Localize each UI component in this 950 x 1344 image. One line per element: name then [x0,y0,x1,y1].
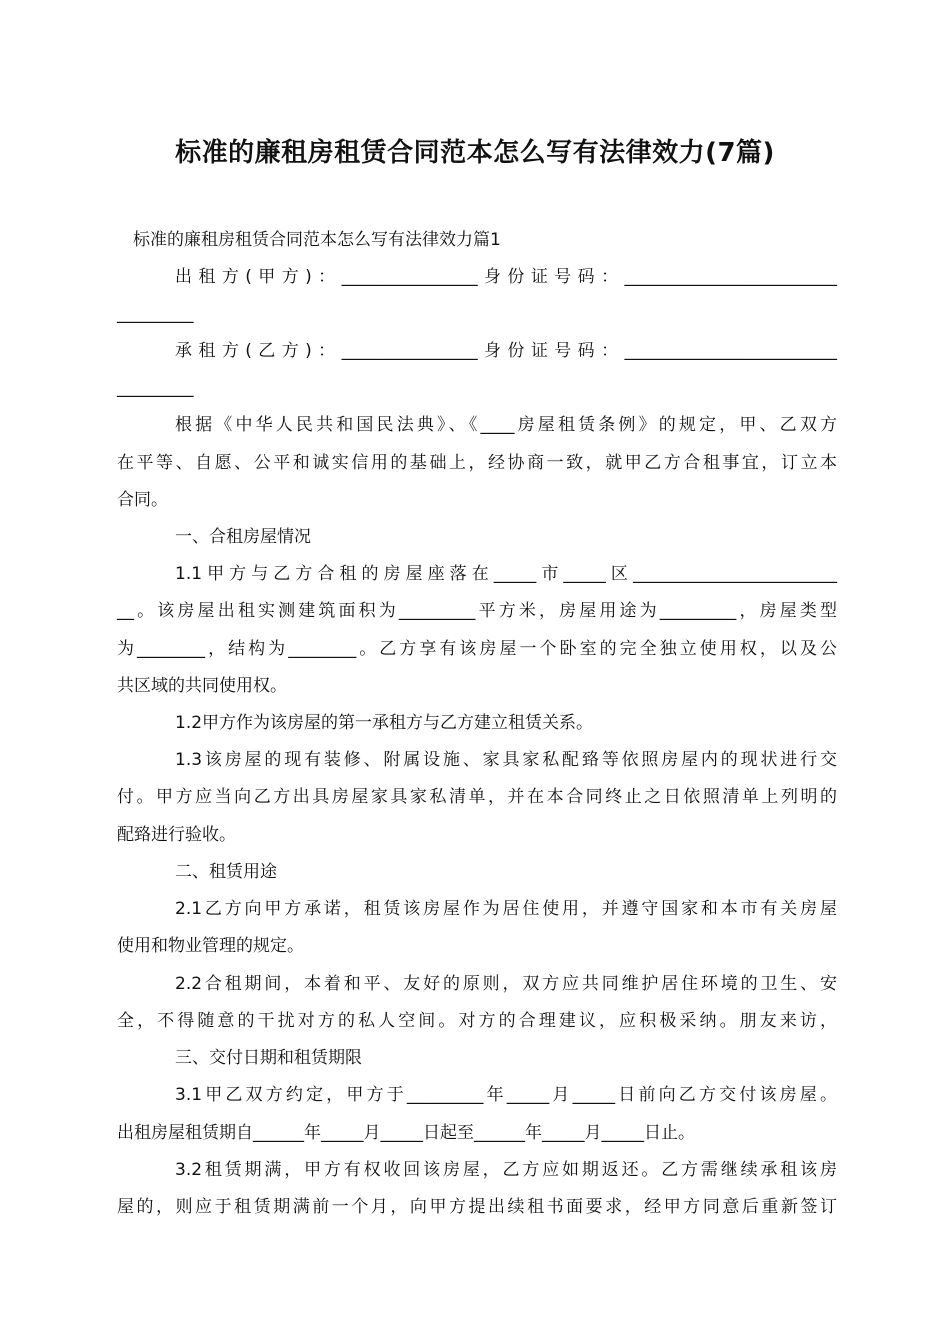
section-subtitle: 标准的廉租房租赁合同范本怎么写有法律效力篇1 [133,230,501,250]
document-title: 标准的廉租房租赁合同范本怎么写有法律效力(7篇) [175,138,775,168]
paragraph-line: 3.1甲乙双方约定，甲方于_________年_____月_____日前向乙方交付该房屋。 [175,1085,837,1105]
paragraph-line: 2.1乙方向甲方承诺，租赁该房屋作为居住使用，并遵守国家和本市有关房屋 [175,899,837,919]
paragraph-line: 为________，结构为________。乙方享有该房屋一个卧室的完全独立使用权，以及公 [117,639,837,659]
paragraph-line: 付。甲方应当向乙方出具房屋家具家私清单，并在本合同终止之日依照清单上列明的 [117,787,837,807]
party-b-line: 承租方(乙方)：________________身份证号码：_________________________ [175,341,837,361]
paragraph-line: __。该房屋出租实测建筑面积为_________平方米，房屋用途为_________，房屋类型 [117,601,837,621]
paragraph-line: 全，不得随意的干扰对方的私人空间。对方的合理建议，应积极采纳。朋友来访， [117,1011,837,1031]
party-a-line-cont: _________ [117,304,194,324]
party-b-line-cont: _________ [117,378,194,398]
paragraph-line: 3.2租赁期满，甲方有权收回该房屋，乙方应如期返还。乙方需继续承租该房 [175,1160,837,1180]
section-heading: 三、交付日期和租赁期限 [175,1048,362,1068]
paragraph-line: 根据《中华人民共和国民法典》、《____房屋租赁条例》的规定，甲、乙双方 [175,415,837,435]
section-heading: 二、租赁用途 [175,862,277,882]
paragraph-line: 1.1甲方与乙方合租的房屋座落在_____市_____区________________________ [175,564,837,584]
paragraph-line: 1.3该房屋的现有装修、附属设施、家具家私配臵等依照房屋内的现状进行交 [175,750,837,770]
paragraph-line: 屋的，则应于租赁期满前一个月，向甲方提出续租书面要求，经甲方同意后重新签订 [117,1197,837,1217]
paragraph-line: 合同。 [117,490,168,510]
paragraph-line: 2.2合租期间，本着和平、友好的原则，双方应共同维护居住环境的卫生、安 [175,974,837,994]
paragraph-line: 出租房屋租赁期自______年_____月_____日起至______年_____月_____日止。 [117,1123,695,1143]
section-heading: 一、合租房屋情况 [175,527,311,547]
paragraph-line: 配臵进行验收。 [117,825,236,845]
paragraph-line: 在平等、自愿、公平和诚实信用的基础上，经协商一致，就甲乙方合租事宜，订立本 [117,453,837,473]
paragraph-line: 使用和物业管理的规定。 [117,936,304,956]
paragraph-line: 共区域的共同使用权。 [117,676,287,696]
party-a-line: 出租方(甲方)：________________身份证号码：_________________________ [175,267,837,287]
paragraph-line: 1.2甲方作为该房屋的第一承租方与乙方建立租赁关系。 [175,713,594,733]
